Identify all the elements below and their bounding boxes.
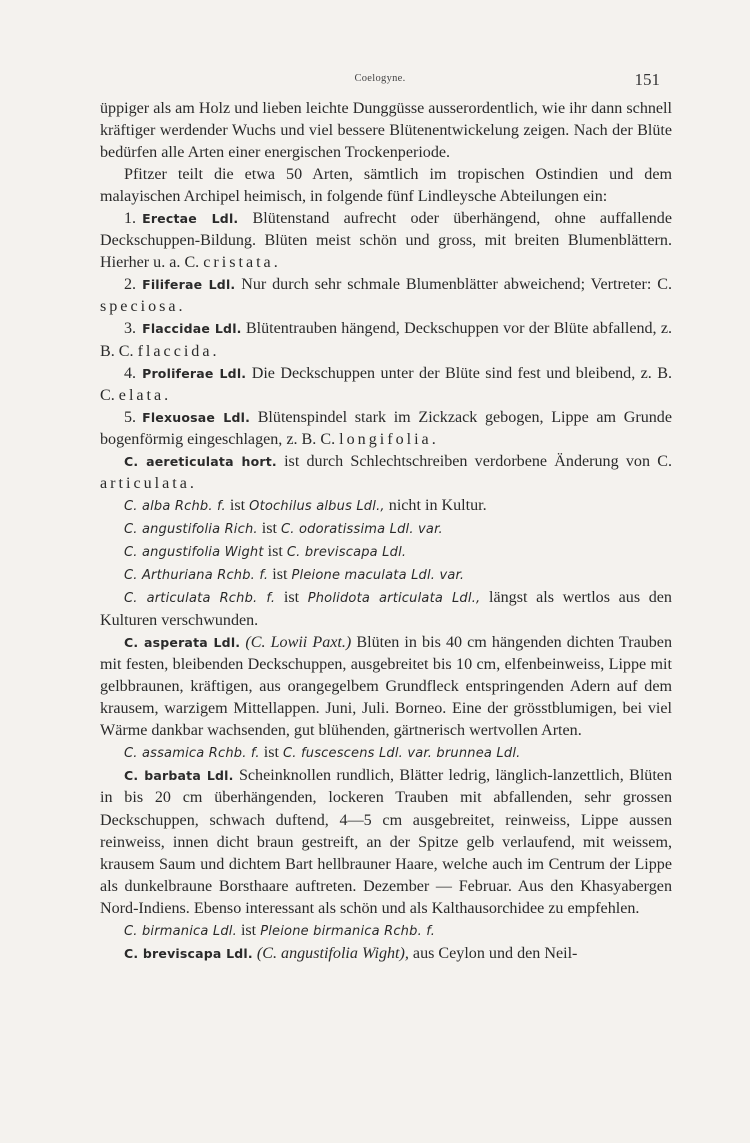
synonym: (C. angustifolia Wight), [252,944,409,962]
synonym: (C. Lowii Paxt.) [240,634,352,652]
entry-name: C. alba Rchb. f. [124,498,226,514]
section-name: Flexuosae Ldl. [142,409,251,425]
entry-breviscapa: C. breviscapa Ldl. (C. angustifolia Wight), aus Ceylon und den Neil- [124,944,578,962]
entry-assamica: C. assamica Rchb. f. ist C. fuscescens Ldl. var. brunnea Ldl. [124,744,521,762]
entry-name: C. breviscapa Ldl. [124,945,253,961]
synonym: C. fuscescens Ldl. var. brunnea Ldl. [283,746,521,762]
section-name: Filiferae Ldl. [142,277,236,293]
entry-name: C. birmanica Ldl. [124,923,237,939]
section-filiferae: 2. Filiferae Ldl. Nur durch sehr schmale Blumenblätter abweichend; Vertreter: C. speciosa. [100,276,672,316]
species-name: cristata [203,254,274,272]
entry-asperata: C. asperata Ldl. (C. Lowii Paxt.) Blüten in bis 40 cm hängenden dichten Trauben mit festen, bleibenden Deckschuppen, ausgebreitet bis 10 cm, elfenbeinweiss, Lippe mit gelbbraunen, kräftigen, aus orangegelbem Grundfleck entspringenden Adern auf dem krausem, warzigem Mittellappen. Juni, Juli. Borneo. Eine der grösstblumigen, bei viel Wärme dankbar wachsenden, gut blühenden, gärtnerisch wertvollen Arten. [100,634,672,740]
entry-name: C. aereticulata hort. [124,453,277,469]
species-name: speciosa [100,298,179,316]
synonym: Pleione maculata Ldl. var. [291,567,465,583]
entry-name: C. angustifolia Rich. [124,521,258,537]
paragraph-classification: Pfitzer teilt die etwa 50 Arten, sämtlich im tropischen Ostindien und dem malayischen Archipel heimisch, in folgende fünf Lindleysche Abteilungen ein: [100,166,672,206]
entry-name: C. asperata Ldl. [124,635,241,651]
paragraph-cultivation: üppiger als am Holz und lieben leichte Dunggüsse ausserordentlich, wie ihr dann schnell kräftiger werdender Wuchs und viel bessere Blütenentwickelung zeigen. Nach der Blüte bedürfen alle Arten einer energischen Trockenperiode. [100,100,672,162]
section-flaccidae: 3. Flaccidae Ldl. Blütentrauben hängend, Deckschuppen vor der Blüte abfallend, z. B. C. flaccida. [100,320,672,360]
entry-barbata: C. barbata Ldl. Scheinknollen rundlich, Blätter ledrig, länglich-lanzettlich, Blüten in bis 20 cm überhängenden, lockeren Trauben mit abfallenden, sehr grossen Deckschuppen, schwach duftend, 4—5 cm ausgebreitet, reinweiss, Lippe aussen reinweiss, innen dicht braun gestreift, an der Spitze gelb verlaufend, mit weissem, krausem Saum und dichtem Bart hellbrauner Haare, welche auch im Centrum der Lippe als dunkelbraune Borsthaare auftreten. Dezember — Februar. Aus den Khasyabergen Nord-Indiens. Ebenso interessant als schön und als Kalthausorchidee zu empfehlen. [100,767,672,917]
section-flexuosae: 5. Flexuosae Ldl. Blütenspindel stark im Zickzack gebogen, Lippe am Grunde bogenförmig eingeschlagen, z. B. C. longifolia. [100,408,672,448]
synonym: Pholidota articulata Ldl., [307,591,481,607]
species-name: longifolia [339,430,432,448]
entry-alba: C. alba Rchb. f. ist Otochilus albus Ldl., nicht in Kultur. [124,496,487,514]
section-name: Flaccidae Ldl. [142,321,242,337]
section-name: Proliferae Ldl. [142,365,247,381]
entry-birmanica: C. birmanica Ldl. ist Pleione birmanica Rchb. f. [124,921,436,939]
species-name: elata [118,386,165,404]
species-name: articulata [100,474,190,492]
entry-name: C. Arthuriana Rchb. f. [124,567,269,583]
page-body [100,98,672,965]
running-title: Coelogyne. [354,73,406,84]
page-header [100,70,660,94]
section-erectae: 1. Erectae Ldl. Blütenstand aufrecht oder überhängend, ohne auffallende Deckschuppen-Bildung. Blüten meist schön und gross, mit breiten Blumenblättern. Hierher u. a. C. cristata. [100,210,672,272]
entry-name: C. barbata Ldl. [124,768,234,784]
entry-angustifolia-wight: C. angustifolia Wight ist C. breviscapa Ldl. [124,542,407,560]
synonym: Otochilus albus Ldl., [249,498,385,514]
entry-name: C. assamica Rchb. f. [124,746,260,762]
entry-arthuriana: C. Arthuriana Rchb. f. ist Pleione maculata Ldl. var. [124,565,465,583]
entry-name: C. angustifolia Wight [124,544,264,560]
synonym: C. breviscapa Ldl. [286,544,407,560]
section-name: Erectae Ldl. [142,211,239,227]
section-proliferae: 4. Proliferae Ldl. Die Deckschuppen unter der Blüte sind fest und bleibend, z. B. C. elata. [100,364,672,404]
synonym: C. odoratissima Ldl. var. [281,521,443,537]
entry-name: C. articulata Rchb. f. [124,591,276,607]
entry-angustifolia-rich: C. angustifolia Rich. ist C. odoratissima Ldl. var. [124,519,443,537]
entry-aereticulata: C. aereticulata hort. ist durch Schlechtschreiben verdorbene Änderung von C. articulata. [100,452,672,492]
page-number: 151 [634,70,660,89]
entry-articulata: C. articulata Rchb. f. ist Pholidota articulata Ldl., längst als wertlos aus den Kulturen verschwunden. [100,589,672,630]
species-name: flaccida [137,342,213,360]
synonym: Pleione birmanica Rchb. f. [260,923,436,939]
